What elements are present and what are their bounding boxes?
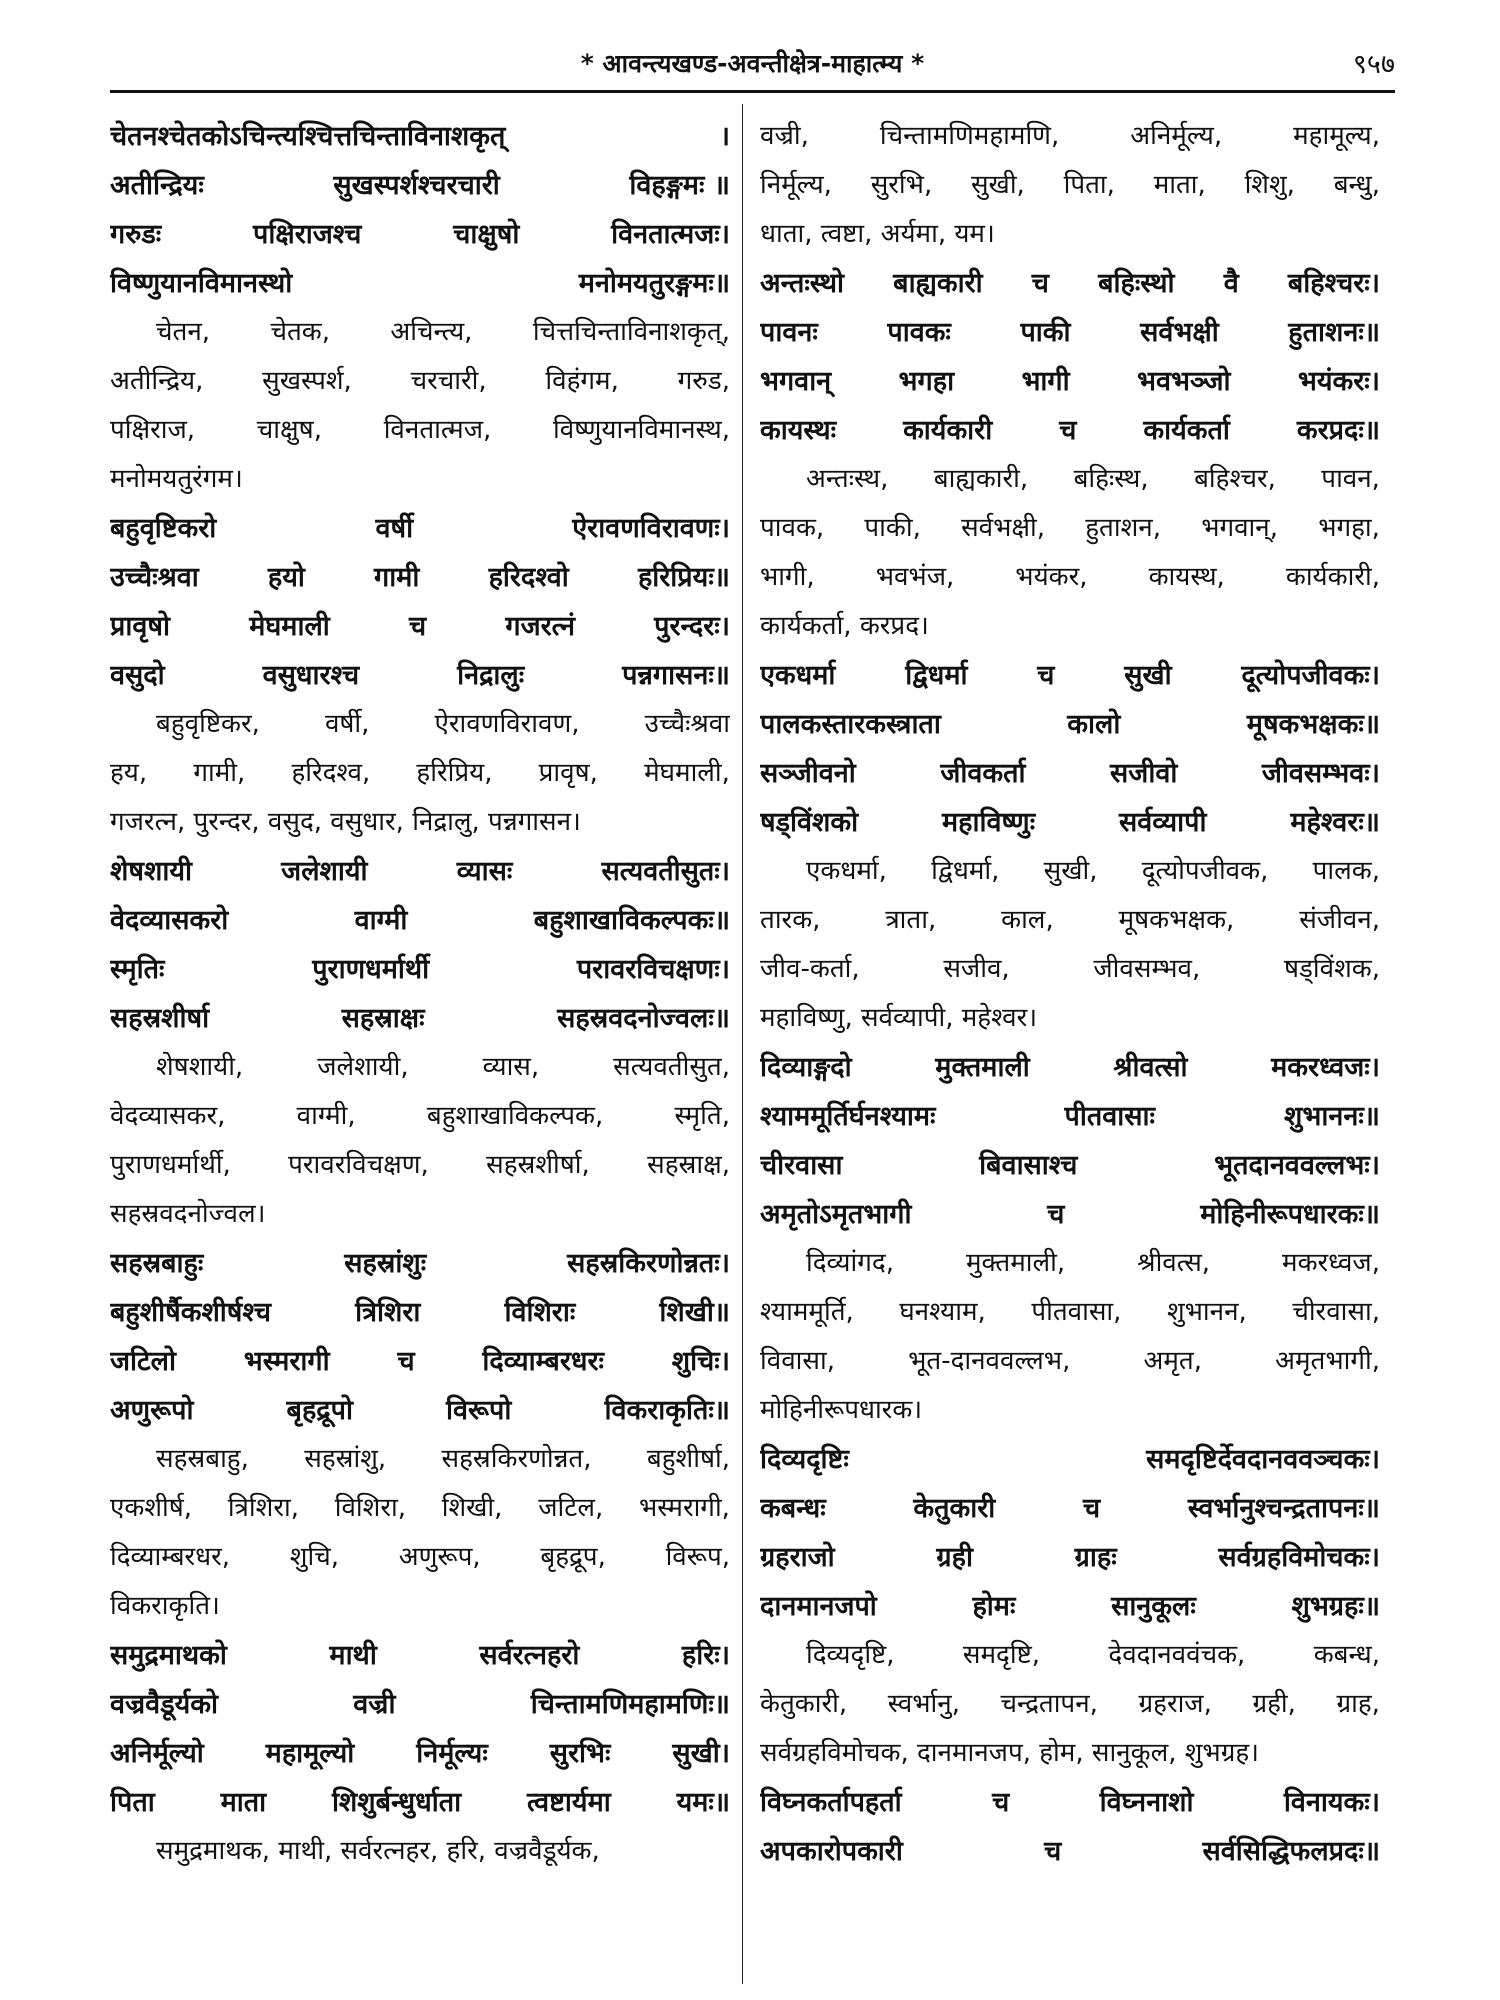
verse-word: त्रिशिरा: [355, 1297, 421, 1328]
verse-word: कालो: [1067, 709, 1121, 740]
verse-word: गजरत्नं: [505, 611, 575, 642]
verse-word: अणुरूपो: [110, 1395, 194, 1426]
verse-word: केतुकारी: [913, 1493, 996, 1524]
verse-line: [760, 406, 1380, 455]
verse-word: भागी: [1021, 366, 1070, 397]
verse-word: च: [1059, 415, 1077, 446]
verse-word: पाकी: [1020, 317, 1071, 348]
verse-word: ऐरावणविरावणः।: [572, 513, 730, 544]
verse-word: विकराकृतिः॥: [604, 1395, 730, 1426]
verse-word: पक्षिराजश्च: [253, 219, 362, 250]
verse-line: [760, 1778, 1380, 1827]
verse-line: [760, 308, 1380, 357]
verse-word: जलेशायी: [281, 856, 368, 887]
verse-word: परावरविचक्षणः।: [576, 954, 730, 985]
verse-word: शुभाननः॥: [1284, 1101, 1380, 1132]
verse-word: सुखी।: [672, 1738, 730, 1769]
verse-word: हुताशनः॥: [1288, 317, 1380, 348]
verse-word: चिन्तामणिमहामणिः॥: [530, 1689, 730, 1720]
page-header: [110, 38, 1395, 86]
gloss-line: दिव्याम्बरधर, शुचि, अणुरूप, बृहद्रूप, विरूप,: [110, 1542, 730, 1572]
verse-word: सजीवो: [1110, 758, 1178, 789]
verse-line: [110, 112, 730, 161]
verse-word: भगवान्: [760, 366, 832, 397]
verse-word: च: [1044, 1836, 1062, 1867]
verse-word: माथी: [329, 1640, 377, 1671]
verse-word: च: [408, 611, 427, 642]
verse-word: पावनः: [760, 317, 818, 348]
gloss-line: श्याममूर्ति, घनश्याम, पीतवासा, शुभानन, चीरवासा,: [760, 1297, 1380, 1327]
verse-line: [110, 1288, 730, 1337]
gloss-line: एकधर्मा, द्विधर्मा, सुखी, दूत्योपजीवक, पालक,: [806, 856, 1380, 886]
verse-line: [110, 945, 730, 994]
verse-word: भयंकरः।: [1297, 366, 1380, 397]
verse-line: [760, 700, 1380, 749]
verse-word: सहस्रशीर्षा: [110, 1003, 210, 1034]
verse-word: चाक्षुषो: [453, 219, 520, 250]
verse-word: ।: [719, 121, 730, 152]
verse-word: बहिःस्थो: [1098, 268, 1175, 299]
header-rule: [110, 90, 1395, 93]
verse-line: [760, 1827, 1380, 1876]
gloss-line: समुद्रमाथक, माथी, सर्वरत्नहर, हरि, वज्रवैडूर्यक,: [156, 1836, 600, 1866]
gloss-line: बहुवृष्टिकर, वर्षी, ऐरावणविरावण, उच्चैःश्रवा: [156, 709, 730, 739]
verse-word: दूत्योपजीवकः।: [1241, 660, 1380, 691]
verse-line: [760, 1141, 1380, 1190]
verse-word: विनतात्मजः।: [611, 219, 730, 250]
verse-line: [110, 1337, 730, 1386]
gloss-line: वज्री, चिन्तामणिमहामणि, अनिर्मूल्य, महामूल्य,: [760, 121, 1380, 151]
verse-line: [110, 553, 730, 602]
verse-word: वर्षी: [375, 513, 414, 544]
verse-word: च: [1037, 660, 1055, 691]
verse-word: समदृष्टिर्देवदानववञ्चकः।: [1146, 1444, 1380, 1475]
verse-word: जीवसम्भवः।: [1261, 758, 1380, 789]
gloss-line: सहस्रबाहु, सहस्रांशु, सहस्रकिरणोन्नत, बहुशीर्षा,: [156, 1444, 730, 1474]
gloss-line: निर्मूल्य, सुरभि, सुखी, पिता, माता, शिशु, बन्धु,: [760, 170, 1380, 200]
verse-word: विशिराः: [504, 1297, 576, 1328]
verse-word: सुखस्पर्शश्चरचारी: [333, 170, 500, 201]
verse-word: पन्नगासनः॥: [622, 660, 730, 691]
verse-word: सर्वव्यापी: [1119, 807, 1207, 838]
gloss-line: जीव-कर्ता, सजीव, जीवसम्भव, षड्विंशक,: [760, 954, 1380, 984]
verse-word: मकरध्वजः।: [1271, 1052, 1380, 1083]
verse-word: वै: [1223, 268, 1239, 299]
verse-word: पुराणधर्मार्थी: [312, 954, 430, 985]
verse-word: वज्री: [353, 1689, 396, 1720]
verse-word: सहस्रकिरणोन्नतः।: [567, 1248, 730, 1279]
verse-word: महेश्वरः॥: [1290, 807, 1380, 838]
verse-line: [110, 504, 730, 553]
gloss-line: गजरत्न, पुरन्दर, वसुद, वसुधार, निद्रालु, पन्नगासन।: [110, 807, 581, 837]
verse-word: दानमानजपो: [760, 1591, 877, 1622]
verse-word: च: [1047, 1199, 1065, 1230]
gloss-line: एकशीर्ष, त्रिशिरा, विशिरा, शिखी, जटिल, भस्मरागी,: [110, 1493, 730, 1523]
verse-word: पीतवासाः: [1064, 1101, 1155, 1132]
verse-word: हरिप्रियः॥: [637, 562, 730, 593]
verse-word: वेदव्यासकरो: [110, 905, 229, 936]
verse-word: मुक्तमाली: [935, 1052, 1030, 1083]
verse-word: सहस्रवदनोज्वलः॥: [557, 1003, 730, 1034]
verse-word: दिव्यदृष्टिः: [760, 1444, 849, 1475]
verse-word: गरुडः: [110, 219, 162, 250]
verse-word: हयो: [267, 562, 305, 593]
gloss-line: विकराकृति।: [110, 1591, 220, 1621]
gloss-line: दिव्यदृष्टि, समदृष्टि, देवदानववंचक, कबन्ध,: [806, 1640, 1380, 1670]
verse-word: सर्वग्रहविमोचकः।: [1218, 1542, 1380, 1573]
verse-word: होमः: [972, 1591, 1016, 1622]
verse-word: अपकारोपकारी: [760, 1836, 903, 1867]
verse-line: [760, 651, 1380, 700]
verse-word: निर्मूल्यः: [416, 1738, 488, 1769]
verse-word: दिव्याम्बरधरः: [482, 1346, 604, 1377]
verse-word: सहस्रबाहुः: [110, 1248, 204, 1279]
column-divider: [742, 104, 743, 1984]
gloss-line: महाविष्णु, सर्वव्यापी, महेश्वर।: [760, 1003, 1038, 1033]
verse-word: जटिलो: [110, 1346, 176, 1377]
verse-word: सानुकूलः: [1111, 1591, 1196, 1622]
gloss-line: अन्तःस्थ, बाह्यकारी, बहिःस्थ, बहिश्चर, पावन,: [806, 464, 1380, 494]
verse-word: सर्वरत्नहरो: [479, 1640, 580, 1671]
verse-word: भूतदानववल्लभः।: [1214, 1150, 1380, 1181]
verse-word: विरूपो: [446, 1395, 512, 1426]
gloss-line: तारक, त्राता, काल, मूषकभक्षक, संजीवन,: [760, 905, 1380, 935]
verse-line: [760, 1484, 1380, 1533]
verse-line: [110, 1631, 730, 1680]
verse-word: शिखी॥: [659, 1297, 730, 1328]
verse-word: च: [992, 1787, 1010, 1818]
verse-word: मोहिनीरूपधारकः॥: [1200, 1199, 1380, 1230]
verse-word: सुखी: [1124, 660, 1172, 691]
gloss-line: पुराणधर्मार्थी, परावरविचक्षण, सहस्रशीर्षा, सहस्राक्ष,: [110, 1150, 730, 1180]
verse-word: कायस्थः: [760, 415, 837, 446]
verse-word: च: [1031, 268, 1049, 299]
verse-word: बृहद्रूपो: [286, 1395, 353, 1426]
verse-word: वसुधारश्च: [262, 660, 360, 691]
verse-word: विहङ्गमः ॥: [629, 170, 730, 201]
verse-line: [110, 1778, 730, 1827]
verse-line: [110, 1386, 730, 1435]
verse-line: [760, 1043, 1380, 1092]
gloss-line: हय, गामी, हरिदश्व, हरिप्रिय, प्रावृष, मेघमाली,: [110, 758, 730, 788]
verse-word: श्याममूर्तिर्घनश्यामः: [760, 1101, 936, 1132]
verse-word: कार्यकारी: [903, 415, 993, 446]
gloss-line: विवासा, भूत-दानववल्लभ, अमृत, अमृतभागी,: [760, 1346, 1380, 1376]
gloss-line: धाता, त्वष्टा, अर्यमा, यम।: [760, 219, 995, 249]
verse-line: [110, 210, 730, 259]
verse-word: समुद्रमाथको: [110, 1640, 227, 1671]
verse-line: [110, 651, 730, 700]
verse-word: भवभञ्जो: [1136, 366, 1231, 397]
verse-line: [760, 357, 1380, 406]
verse-line: [110, 896, 730, 945]
verse-word: सुरभिः: [549, 1738, 611, 1769]
verse-word: ग्राहः: [1074, 1542, 1117, 1573]
verse-line: [110, 161, 730, 210]
verse-word: वसुदो: [110, 660, 165, 691]
verse-word: श्रीवत्सो: [1113, 1052, 1188, 1083]
verse-word: बहुशाखाविकल्पकः॥: [533, 905, 730, 936]
verse-word: शुभग्रहः॥: [1291, 1591, 1380, 1622]
verse-word: महामूल्यो: [265, 1738, 355, 1769]
verse-word: मेघमाली: [249, 611, 330, 642]
verse-word: हरिः।: [681, 1640, 730, 1671]
verse-word: सहस्रांशुः: [344, 1248, 427, 1279]
verse-word: जीवकर्ता: [940, 758, 1026, 789]
verse-word: प्रावृषो: [110, 611, 170, 642]
verse-line: [760, 1435, 1380, 1484]
verse-line: [110, 1729, 730, 1778]
verse-word: करप्रदः॥: [1296, 415, 1380, 446]
verse-word: पालकस्तारकस्त्राता: [760, 709, 941, 740]
verse-word: शेषशायी: [110, 856, 192, 887]
verse-word: कार्यकर्ता: [1143, 415, 1230, 446]
verse-word: हरिदश्वो: [488, 562, 569, 593]
verse-word: च: [1083, 1493, 1101, 1524]
gloss-line: भागी, भवभंज, भयंकर, कायस्थ, कार्यकारी,: [760, 562, 1380, 592]
verse-word: पुरन्दरः।: [654, 611, 730, 642]
verse-word: एकधर्मा: [760, 660, 836, 691]
verse-line: [760, 1533, 1380, 1582]
verse-word: स्वर्भानुश्चन्द्रतापनः॥: [1187, 1493, 1380, 1524]
verse-word: बाह्यकारी: [893, 268, 983, 299]
gloss-line: मोहिनीरूपधारक।: [760, 1395, 923, 1425]
verse-word: भगहा: [898, 366, 955, 397]
verse-word: अतीन्द्रियः: [110, 170, 204, 201]
verse-line: [760, 798, 1380, 847]
verse-word: बहुवृष्टिकरो: [110, 513, 217, 544]
verse-word: कबन्धः: [760, 1493, 826, 1524]
verse-word: चीरवासा: [760, 1150, 843, 1181]
verse-word: त्वष्टार्यमा: [526, 1787, 611, 1818]
verse-word: पिता: [110, 1787, 155, 1818]
verse-line: [760, 1582, 1380, 1631]
verse-word: सञ्जीवनो: [760, 758, 856, 789]
verse-word: महाविष्णुः: [942, 807, 1036, 838]
verse-word: ग्रहराजो: [760, 1542, 835, 1573]
verse-line: [760, 749, 1380, 798]
verse-word: बहुशीर्षैकशीर्षश्च: [110, 1297, 272, 1328]
verse-word: उच्चैःश्रवा: [110, 562, 199, 593]
gloss-line: कार्यकर्ता, करप्रद।: [760, 611, 929, 641]
verse-word: च: [397, 1346, 415, 1377]
gloss-line: सर्वग्रहविमोचक, दानमानजप, होम, सानुकूल, शुभग्रह।: [760, 1738, 1260, 1768]
verse-line: [110, 1680, 730, 1729]
verse-word: मनोमयतुरङ्गमः॥: [578, 268, 730, 299]
verse-word: सहस्राक्षः: [341, 1003, 425, 1034]
verse-word: वज्रवैडूर्यको: [110, 1689, 219, 1720]
verse-line: [110, 994, 730, 1043]
verse-line: [110, 259, 730, 308]
verse-word: सर्वभक्षी: [1140, 317, 1219, 348]
gloss-line: चेतन, चेतक, अचिन्त्य, चित्तचिन्ताविनाशकृत्,: [156, 317, 730, 347]
verse-word: शिशुर्बन्धुर्धाता: [331, 1787, 462, 1818]
verse-line: [110, 1239, 730, 1288]
verse-word: बहिश्चरः।: [1287, 268, 1380, 299]
verse-line: [760, 1092, 1380, 1141]
gloss-line: वेदव्यासकर, वाग्मी, बहुशाखाविकल्पक, स्मृति,: [110, 1101, 730, 1131]
verse-word: माता: [220, 1787, 267, 1818]
verse-word: विघ्ननाशो: [1099, 1787, 1194, 1818]
gloss-line: सहस्रवदनोज्वल।: [110, 1199, 266, 1229]
verse-word: निद्रालुः: [457, 660, 525, 691]
verse-word: भस्मरागी: [243, 1346, 330, 1377]
verse-word: स्मृतिः: [110, 954, 165, 985]
verse-line: [110, 602, 730, 651]
verse-line: [760, 1190, 1380, 1239]
verse-line: [760, 259, 1380, 308]
verse-word: दिव्याङ्गदो: [760, 1052, 852, 1083]
verse-word: द्विधर्मा: [905, 660, 968, 691]
verse-word: शुचिः।: [671, 1346, 730, 1377]
verse-word: विनायकः।: [1283, 1787, 1380, 1818]
verse-word: बिवासाश्च: [979, 1150, 1078, 1181]
verse-word: चेतनश्चेतकोऽचिन्त्यश्चित्तचिन्ताविनाशकृत्: [110, 121, 506, 152]
left-column: [110, 112, 730, 1982]
verse-word: वाग्मी: [354, 905, 408, 936]
gloss-line: पक्षिराज, चाक्षुष, विनतात्मज, विष्णुयानविमानस्थ,: [110, 415, 730, 445]
gloss-line: पावक, पाकी, सर्वभक्षी, हुताशन, भगवान्, भगहा,: [760, 513, 1380, 543]
section-title: * आवन्त्यखण्ड-अवन्तीक्षेत्र-माहात्म्य *: [580, 49, 925, 78]
verse-word: गामी: [374, 562, 420, 593]
verse-line: [110, 847, 730, 896]
gloss-line: मनोमयतुरंगम।: [110, 464, 243, 494]
right-column: [760, 112, 1380, 1982]
verse-word: यमः॥: [676, 1787, 730, 1818]
gloss-line: दिव्यांगद, मुक्तमाली, श्रीवत्स, मकरध्वज,: [806, 1248, 1380, 1278]
verse-word: अनिर्मूल्यो: [110, 1738, 204, 1769]
verse-word: सर्वसिद्धिफलप्रदः॥: [1202, 1836, 1380, 1867]
verse-word: पावकः: [887, 317, 951, 348]
verse-word: विष्णुयानविमानस्थो: [110, 268, 293, 299]
verse-word: सत्यवतीसुतः।: [601, 856, 730, 887]
page-number: ९५७: [1352, 49, 1395, 80]
verse-word: अमृतोऽमृतभागी: [760, 1199, 912, 1230]
gloss-line: अतीन्द्रिय, सुखस्पर्श, चरचारी, विहंगम, गरुड,: [110, 366, 730, 396]
verse-word: मूषकभक्षकः॥: [1246, 709, 1380, 740]
verse-word: षड्विंशको: [760, 807, 859, 838]
verse-word: ग्रही: [936, 1542, 973, 1573]
gloss-line: केतुकारी, स्वर्भानु, चन्द्रतापन, ग्रहराज, ग्रही, ग्राह,: [760, 1689, 1380, 1719]
gloss-line: शेषशायी, जलेशायी, व्यास, सत्यवतीसुत,: [156, 1052, 730, 1082]
verse-word: अन्तःस्थो: [760, 268, 844, 299]
verse-word: व्यासः: [456, 856, 513, 887]
verse-word: विघ्नकर्तापहर्ता: [760, 1787, 902, 1818]
